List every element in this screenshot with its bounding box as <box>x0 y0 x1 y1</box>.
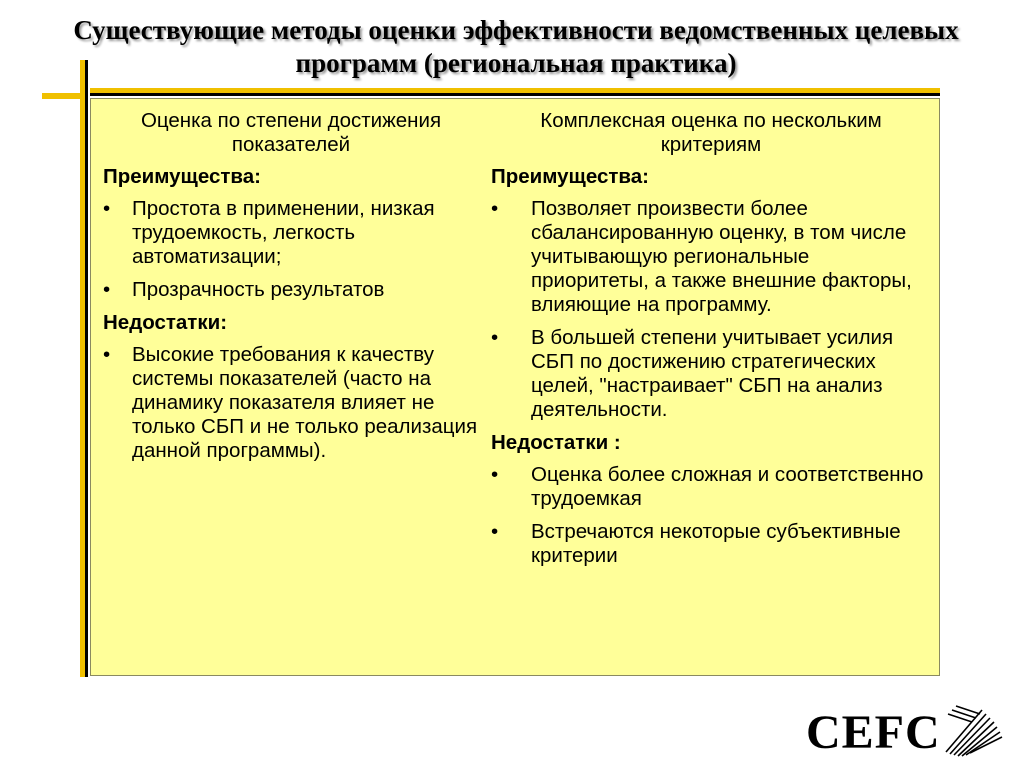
list-item: • Позволяет произвести более сбалансированную оценку, в том числе учитывающую региональные приоритеты, а также внешние факторы, влияющие на программу. <box>491 197 912 316</box>
list-item: • Оценка более сложная и соответственно трудоемкая <box>491 463 924 510</box>
right-disadvantages-label: Недостатки : <box>491 431 621 454</box>
left-advantages-list <box>103 197 479 302</box>
right-disadvantages-list <box>491 463 931 568</box>
right-advantages-list <box>491 197 931 422</box>
cefc-logo-icon <box>942 700 1004 760</box>
left-column-heading: Оценка по степени достижения показателей <box>140 109 442 156</box>
cefc-logo-text: CEFC <box>806 706 941 759</box>
bullet: • <box>491 520 499 543</box>
list-item: • Встречаются некоторые субъективные критерии <box>491 520 901 567</box>
list-item: • Простота в применении, низкая трудоемкость, легкость автоматизации; <box>103 197 435 268</box>
decorative-black-vertical-line <box>85 60 88 677</box>
right-column <box>491 109 931 577</box>
bullet: • <box>103 278 111 301</box>
bullet: • <box>491 197 499 220</box>
decorative-gold-tick <box>42 93 85 99</box>
list-item: • Высокие требования к качеству системы показателей (часто на динамику показателя влияет не только СБП и не только реализация данной программы). <box>103 343 478 462</box>
slide-title: Существующие методы оценки эффективности ведомственных целевых программ (региональная практика) <box>73 15 959 78</box>
right-column-heading: Комплексная оценка по нескольким критериям <box>540 109 882 156</box>
list-item: • В большей степени учитывает усилия СБП по достижению стратегических целей, "настраивает" СБП на анализ деятельности. <box>491 326 894 421</box>
comparison-panel <box>90 98 940 676</box>
bullet: • <box>491 326 499 349</box>
bullet: • <box>103 343 111 366</box>
left-column <box>103 109 479 472</box>
left-disadvantages-list <box>103 343 479 463</box>
bullet: • <box>103 197 111 220</box>
right-advantages-label: Преимущества: <box>491 165 649 188</box>
left-disadvantages-label: Недостатки: <box>103 311 228 334</box>
list-item: • Прозрачность результатов <box>103 278 385 301</box>
decorative-black-horizontal-line <box>90 93 940 96</box>
left-advantages-label: Преимущества: <box>103 165 261 188</box>
bullet: • <box>491 463 499 486</box>
